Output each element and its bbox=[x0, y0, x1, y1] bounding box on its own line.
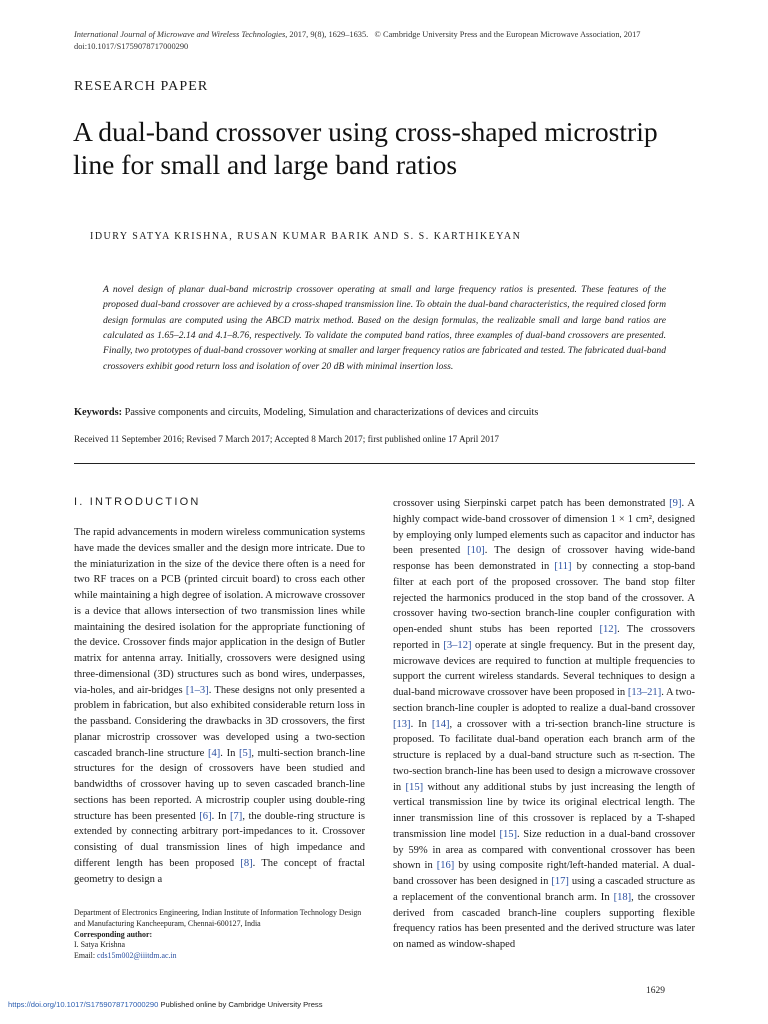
article-doi: doi:10.1017/S1759078717000290 bbox=[74, 42, 189, 51]
journal-header bbox=[74, 29, 714, 53]
body-text: by using composite right/left-handed material. A dual-band crossover has been designed in bbox=[393, 860, 695, 887]
citation-link[interactable]: [12] bbox=[599, 624, 618, 635]
body-text: . The design of crossover having wide-band response has been demonstrated in bbox=[393, 545, 696, 572]
page-number: 1629 bbox=[646, 986, 665, 996]
citation-link[interactable]: [6] bbox=[199, 810, 212, 822]
citation-link[interactable]: [15] bbox=[405, 781, 424, 793]
keywords bbox=[74, 406, 714, 420]
abstract: A novel design of planar dual-band microstrip crossover operating at small and large frequency ratios is presented. These features of the proposed dual-band crossover are achieved by a cross-shaped transmission line. To obtain the dual-band characteristics, the required closed form design formulas are computed using the ABCD matrix method. Based on the design formulas, the realizable small and large band ratios are calculated as 1.65–2.14 and 4.1–8.76, respectively. To validate the computed band ratios, three examples of dual-band crossovers are presented. Finally, two prototypes of dual-band crossover working at smaller and larger frequency ratios are fabricated and tested. The fabricated dual-band crossovers exhibit good return loss and isolation of over 20 dB with minimal insertion loss. bbox=[103, 284, 666, 372]
email-label: Email: bbox=[74, 951, 98, 961]
email-link[interactable]: cds15m002@iiitdm.ac.in bbox=[97, 951, 177, 961]
body-text: . In bbox=[211, 810, 231, 822]
body-text: . The crossovers reported in bbox=[393, 624, 695, 651]
body-column-left bbox=[74, 525, 365, 887]
body-column-right bbox=[393, 496, 695, 953]
body-text: . A two-section branch-line coupler is adopted to realize a dual-band crossover bbox=[393, 687, 695, 714]
email-line bbox=[74, 951, 374, 962]
citation-link[interactable]: [16] bbox=[436, 860, 455, 872]
article-type: RESEARCH PAPER bbox=[74, 79, 209, 94]
body-text: . In bbox=[410, 718, 432, 730]
body-text: crossover using Sierpinski carpet patch has been demonstrated bbox=[393, 498, 670, 509]
citation-link[interactable]: [11] bbox=[554, 561, 572, 572]
citation-link[interactable]: [7] bbox=[230, 810, 243, 822]
journal-citation: , 2017, 9(8), 1629–1635. bbox=[285, 30, 369, 39]
citation-link[interactable]: [1–3] bbox=[185, 684, 209, 696]
body-text: . Size reduction in a dual-band crossover by 59% in area as compared with conventional crossover has been shown in bbox=[393, 828, 695, 872]
body-text: . A highly compact wide-band crossover of dimension 1 × 1 cm², designed by employing only lumped elements such as capacitor and inductor has been presented bbox=[393, 498, 695, 557]
article-title: A dual-band crossover using cross-shaped microstrip line for small and large band ratios bbox=[73, 116, 658, 180]
body-text: , the crossover derived from cascaded branch-line couplers supporting flexible frequency ratios has been presented and the derived structure was later on named as window-shaped bbox=[393, 891, 695, 950]
body-text: . In bbox=[220, 747, 240, 759]
citation-link[interactable]: [10] bbox=[467, 545, 485, 557]
section-divider bbox=[74, 463, 695, 464]
citation-link[interactable]: [18] bbox=[613, 891, 632, 903]
keywords-label: Keywords: bbox=[74, 407, 123, 418]
body-text: without any additional stubs by just increasing the length of vertical transmission line by twice its original electrical length. The inner transmission line of this crossover is replaced by a T-shaped transmission line model bbox=[393, 781, 695, 840]
citation-link[interactable]: [4] bbox=[207, 747, 221, 759]
citation-link[interactable]: [13] bbox=[393, 718, 411, 730]
body-text: . The concept of fractal geometry to design a bbox=[74, 857, 365, 885]
published-notice: Published online by Cambridge University Press bbox=[158, 1000, 323, 1009]
body-text: using a cascaded structure as a replacement of the conventional branch arm. In bbox=[393, 876, 695, 903]
citation-link[interactable]: [17] bbox=[551, 876, 569, 887]
body-text: operate at single frequency. But in the present day, microwave devices are required to function at multiple frequencies to support the current wireless standards. Several techniques to design a dual-band microwave crossover have been proposed in bbox=[393, 639, 695, 698]
body-text: The rapid advancements in modern wireless communication systems have made the devices smaller and the design more intricate. Due to the miniaturization in the size of the device there often is a need for two RF traces on a PCB (printed circuit board) to cross each other while maintaining a high degree of isolation. A microwave crossover is a device that allows intersection of two transmission lines while maintaining the desired isolation for the appropriate functioning of the device. Crossover finds major application in the design of Butler matrix for antenna array. Initially, crossovers were designed using three-dimensional (3D) structures such as bond wires, underpasses, via-holes, and air-bridges bbox=[74, 527, 365, 696]
body-text: , the double-ring structure is extended by connecting arbitrary port-impedances to it. Crossover consisting of dual transmission lines of high impedance and different length has been proposed bbox=[74, 810, 365, 869]
body-text: , multi-section branch-line structures for the design of crossovers have been studied and bandwidths of crossover having up to seven cascaded branch-line sections has been reported. A microstrip coupler using double-ring structure has been presented bbox=[74, 747, 365, 822]
affiliation: Department of Electronics Engineering, Indian Institute of Information Technology Design and Manufacturing Kancheepuram, Chennai-600127, India bbox=[74, 908, 362, 928]
citation-link[interactable]: [5] bbox=[239, 747, 252, 759]
copyright-notice: © Cambridge University Press and the European Microwave Association, 2017 bbox=[374, 30, 641, 39]
keywords-text: Passive components and circuits, Modeling, Simulation and characterizations of devices and circuits bbox=[124, 407, 539, 418]
publication-dates: Received 11 September 2016; Revised 7 March 2017; Accepted 8 March 2017; first published online 17 April 2017 bbox=[74, 434, 500, 444]
citation-link[interactable]: [8] bbox=[240, 857, 253, 869]
body-text: by connecting a stop-band filter at each port of the proposed crossover. The band stop filter rejected the harmonics produced in the stop band of the crossover. A crossover having two-section branch-line coupler configuration with open-ended shunt stubs has been reported bbox=[393, 561, 695, 635]
doi-link[interactable]: https://doi.org/10.1017/S1759078717000290 bbox=[8, 1000, 159, 1009]
citation-link[interactable]: [14] bbox=[431, 718, 450, 730]
journal-citation-line bbox=[74, 29, 714, 41]
author-list: IDURY SATYA KRISHNA, RUSAN KUMAR BARIK AND S. S. KARTHIKEYAN bbox=[90, 231, 522, 242]
body-text: . These designs not only presented a problem in fabrication, but also exhibited considerable return loss in the passband. Considering the drawbacks in 3D crossovers, the first planar microstrip crossover was developed using a two-section cascaded branch-line structure bbox=[74, 684, 365, 759]
footer-bar bbox=[8, 1000, 323, 1009]
author-footnote bbox=[74, 908, 374, 962]
citation-link[interactable]: [3–12] bbox=[443, 639, 472, 651]
citation-link[interactable]: [9] bbox=[669, 498, 682, 509]
corresponding-author-name: I. Satya Krishna bbox=[74, 940, 126, 950]
corresponding-author-label: Corresponding author: bbox=[74, 929, 153, 939]
journal-name: International Journal of Microwave and Wireless Technologies bbox=[74, 30, 286, 39]
section-heading-introduction: I. INTRODUCTION bbox=[74, 496, 201, 508]
citation-link[interactable]: [15] bbox=[499, 828, 518, 840]
body-text: , a crossover with a tri-section branch-line structure is proposed. To facilitate dual-band operation each branch arm of the structure is replaced by a dual-band structure such as π-section. The two-section branch-line has been used to design a microwave crossover in bbox=[393, 718, 695, 793]
citation-link[interactable]: [13–21] bbox=[627, 687, 662, 698]
